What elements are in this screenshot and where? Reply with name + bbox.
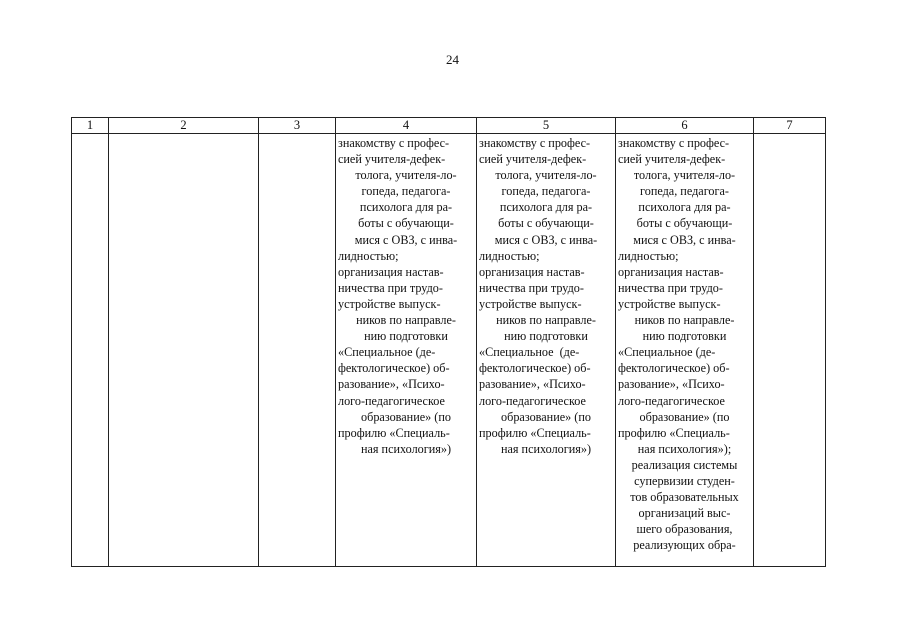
cell-line: образование» (по <box>639 409 730 424</box>
cell-line: сией учителя-дефек- <box>338 152 446 167</box>
cell-line: разование», «Психо- <box>618 377 725 392</box>
cell-col-6 <box>616 134 754 567</box>
cell-line: знакомству с профес- <box>338 136 450 150</box>
cell-line: организация настав- <box>338 264 444 279</box>
column-header-7: 7 <box>754 118 826 134</box>
cell-line: профилю «Специаль- <box>338 425 450 440</box>
cell-line: лого-педагогическое <box>618 393 725 408</box>
cell-line: лого-педагогическое <box>338 393 445 408</box>
cell-line: мися с ОВЗ, с инва- <box>354 232 458 247</box>
cell-col-1 <box>72 134 109 567</box>
cell-col-3 <box>259 134 336 567</box>
cell-line: толога, учителя-ло- <box>495 168 597 183</box>
cell-line: лого-педагогическое <box>479 393 586 408</box>
cell-line: боты с обучающи- <box>358 216 454 231</box>
cell-line: боты с обучающи- <box>498 216 594 231</box>
cell-line: «Специальное (де- <box>338 345 436 360</box>
cell-line: ная психология») <box>500 441 592 456</box>
cell-line: устройстве выпуск- <box>338 296 441 311</box>
cell-line: знакомству с профес- <box>618 136 730 150</box>
cell-line: разование», «Психо- <box>479 377 586 392</box>
cell-line: боты с обучающи- <box>636 216 733 231</box>
cell-line: лидностью; <box>338 248 399 263</box>
cell-line: ничества при трудо- <box>618 280 723 295</box>
cell-line: ная психология») <box>360 441 452 456</box>
cell-col-7 <box>754 134 826 567</box>
column-header-5: 5 <box>477 118 616 134</box>
cell-line: «Специальное (де- <box>618 345 716 360</box>
cell-line: образование» (по <box>361 409 451 424</box>
page-number: 24 <box>446 52 459 67</box>
cell-line: лидностью; <box>479 248 540 263</box>
cell-col-2 <box>109 134 259 567</box>
cell-line: сией учителя-дефек- <box>618 152 726 167</box>
cell-line: организаций выс- <box>638 506 731 521</box>
cell-line: организация настав- <box>479 264 585 279</box>
cell-line: толога, учителя-ло- <box>633 168 736 183</box>
cell-line: реализация системы <box>631 457 738 472</box>
cell-line: психолога для ра- <box>499 200 593 215</box>
cell-line: гопеда, педагога- <box>361 184 451 199</box>
cell-line: фектологическое) об- <box>618 361 730 376</box>
table-row <box>72 134 826 567</box>
cell-line: «Специальное (де- <box>479 345 580 360</box>
cell-line: лидностью; <box>618 248 679 263</box>
cell-line: разование», «Психо- <box>338 377 445 392</box>
column-header-1: 1 <box>72 118 109 134</box>
column-header-4: 4 <box>336 118 477 134</box>
column-header-6: 6 <box>616 118 754 134</box>
cell-line: гопеда, педагога- <box>640 184 729 199</box>
cell-line: нию подготовки <box>642 329 727 344</box>
cell-line: устройстве выпуск- <box>479 296 582 311</box>
cell-line: мися с ОВЗ, с инва- <box>494 232 598 247</box>
cell-line: образование» (по <box>501 409 591 424</box>
cell-line: психолога для ра- <box>638 200 731 215</box>
cell-line: знакомству с профес- <box>479 136 591 150</box>
column-header-3: 3 <box>259 118 336 134</box>
cell-line: психолога для ра- <box>359 200 453 215</box>
header-row <box>72 118 826 134</box>
cell-line: ников по направле- <box>496 313 596 328</box>
cell-line: ничества при трудо- <box>479 280 584 295</box>
cell-line: нию подготовки <box>364 329 448 344</box>
cell-line: ников по направле- <box>356 313 456 328</box>
cell-line: фектологическое) об- <box>479 361 591 376</box>
cell-line: профилю «Специаль- <box>479 425 591 440</box>
cell-line: ничества при трудо- <box>338 280 443 295</box>
cell-line: устройстве выпуск- <box>618 296 721 311</box>
cell-line: тов образовательных <box>630 490 739 505</box>
cell-line: фектологическое) об- <box>338 361 450 376</box>
cell-col-4 <box>336 134 477 567</box>
document-table <box>71 117 826 567</box>
cell-line: организация настав- <box>618 264 724 279</box>
column-header-2: 2 <box>109 118 259 134</box>
cell-line: сией учителя-дефек- <box>479 152 587 167</box>
cell-line: мися с ОВЗ, с инва- <box>633 232 736 247</box>
cell-line: реализующих обра- <box>633 538 736 553</box>
cell-line: ная психология»); <box>637 441 732 456</box>
cell-line: гопеда, педагога- <box>501 184 591 199</box>
cell-line: профилю «Специаль- <box>618 425 730 440</box>
cell-col-5 <box>477 134 616 567</box>
cell-line: нию подготовки <box>504 329 588 344</box>
cell-line: шего образования, <box>636 522 733 537</box>
cell-line: толога, учителя-ло- <box>355 168 457 183</box>
cell-line: ников по направле- <box>634 313 735 328</box>
cell-line: супервизии студен- <box>634 473 735 488</box>
